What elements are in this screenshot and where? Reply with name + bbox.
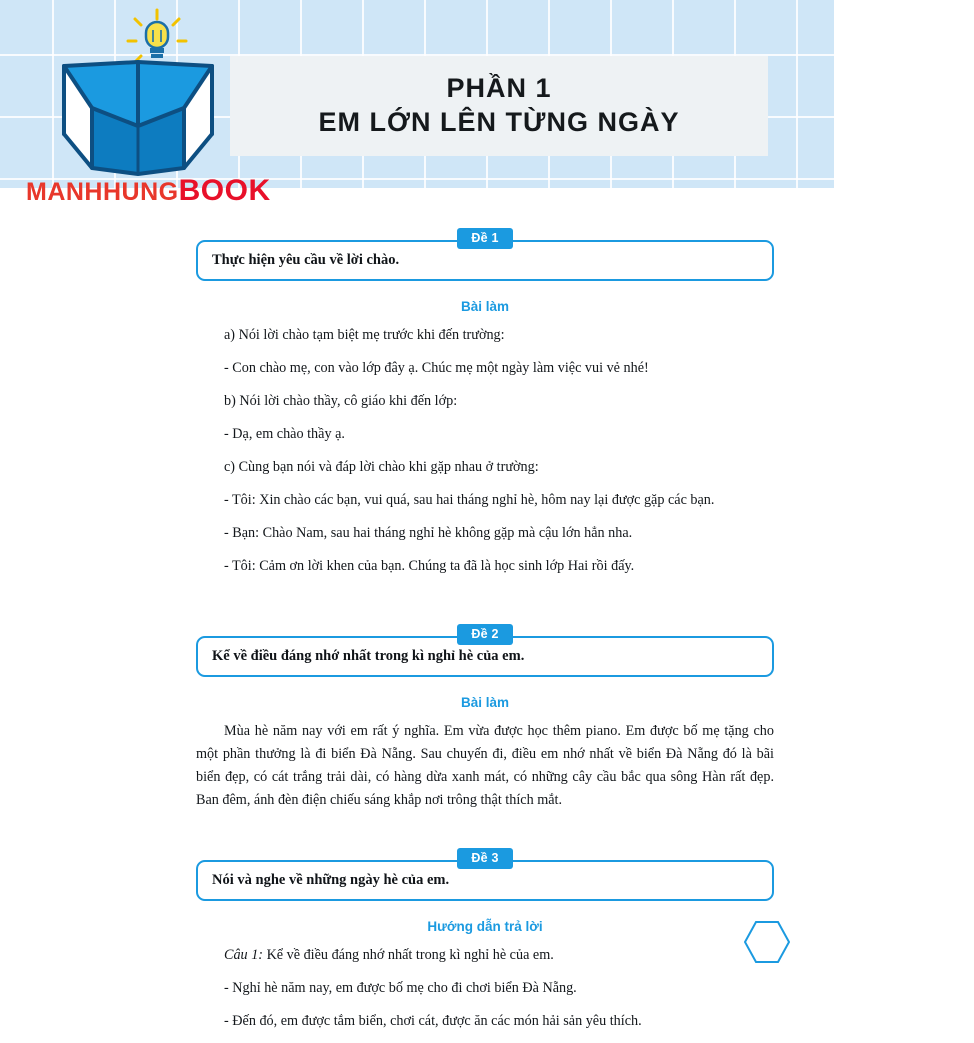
brand-wordmark bbox=[26, 174, 271, 208]
answer-line: - Con chào mẹ, con vào lớp đây ạ. Chúc mẹ một ngày làm việc vui vẻ nhé! bbox=[224, 360, 649, 376]
brand-part-2: BOOK bbox=[178, 174, 271, 207]
open-book-icon bbox=[38, 48, 238, 183]
page-content bbox=[196, 228, 774, 1043]
answer-heading-3: Hướng dẫn trả lời bbox=[427, 919, 543, 934]
answer-line: b) Nói lời chào thầy, cô giáo khi đến lớp: bbox=[224, 393, 458, 409]
exercise-tag-2: Đề 2 bbox=[457, 624, 512, 645]
answer-paragraph: Mùa hè năm nay với em rất ý nghĩa. Em vừa được học thêm piano. Em được bố mẹ tặng cho một phần thưởng là đi biển Đà Nẵng. Sau chuyến đi, điều em nhớ nhất về biển Đà Nẵng đó là bãi biển đẹp, có cát trắng trải dài, có hàng dừa xanh mát, có những cây cầu bắc qua sông Hàn rất đẹp. Ban đêm, ánh đèn điện chiếu sáng khắp nơi trông thật thích mắt. bbox=[196, 723, 774, 808]
question-text: Kể về điều đáng nhớ nhất trong kì nghỉ hè của em. bbox=[263, 947, 554, 963]
answer-line: - Đến đó, em được tắm biển, chơi cát, được ăn các món hải sản yêu thích. bbox=[224, 1013, 642, 1029]
page-number-badge bbox=[744, 920, 790, 964]
part-title-line-2: EM LỚN LÊN TỪNG NGÀY bbox=[318, 107, 680, 137]
exercise-prompt-1: Thực hiện yêu cầu về lời chào. bbox=[196, 240, 774, 281]
exercise-tag-row-3 bbox=[196, 848, 774, 869]
question-label: Câu 1: bbox=[224, 947, 264, 963]
answer-line: - Dạ, em chào thầy ạ. bbox=[224, 426, 345, 442]
answer-line: - Tôi: Cảm ơn lời khen của bạn. Chúng ta đã là học sinh lớp Hai rồi đấy. bbox=[224, 558, 635, 574]
answer-line: - Nghỉ hè năm nay, em được bố mẹ cho đi chơi biển Đà Nẵng. bbox=[224, 980, 577, 996]
answer-heading-1: Bài làm bbox=[460, 299, 510, 314]
answer-heading-2: Bài làm bbox=[460, 695, 510, 710]
exercise-tag-row-1 bbox=[196, 228, 774, 249]
answer-line: - Bạn: Chào Nam, sau hai tháng nghỉ hè không gặp mà cậu lớn hẳn nha. bbox=[224, 525, 633, 541]
answer-line: c) Cùng bạn nói và đáp lời chào khi gặp nhau ở trường: bbox=[224, 459, 539, 475]
exercise-tag-3: Đề 3 bbox=[457, 848, 512, 869]
brand-part-1: MANHHUNG bbox=[26, 178, 179, 206]
hexagon-icon bbox=[744, 920, 790, 964]
exercise-prompt-2: Kể về điều đáng nhớ nhất trong kì nghỉ hè của em. bbox=[196, 636, 774, 677]
spacer bbox=[196, 812, 774, 848]
exercise-block-3 bbox=[196, 848, 774, 1032]
part-title-line-1: PHẦN 1 bbox=[446, 73, 552, 104]
question-line bbox=[196, 944, 774, 966]
exercise-tag-1: Đề 1 bbox=[457, 228, 512, 249]
exercise-prompt-3: Nói và nghe về những ngày hè của em. bbox=[196, 860, 774, 901]
publisher-logo bbox=[18, 0, 318, 210]
exercise-block-1 bbox=[196, 228, 774, 577]
answer-line: - Tôi: Xin chào các bạn, vui quá, sau hai tháng nghỉ hè, hôm nay lại được gặp các bạn. bbox=[224, 492, 715, 508]
exercise-tag-row-2 bbox=[196, 624, 774, 645]
answer-line: a) Nói lời chào tạm biệt mẹ trước khi đến trường: bbox=[224, 327, 505, 343]
exercise-block-2 bbox=[196, 624, 774, 812]
spacer bbox=[196, 588, 774, 624]
